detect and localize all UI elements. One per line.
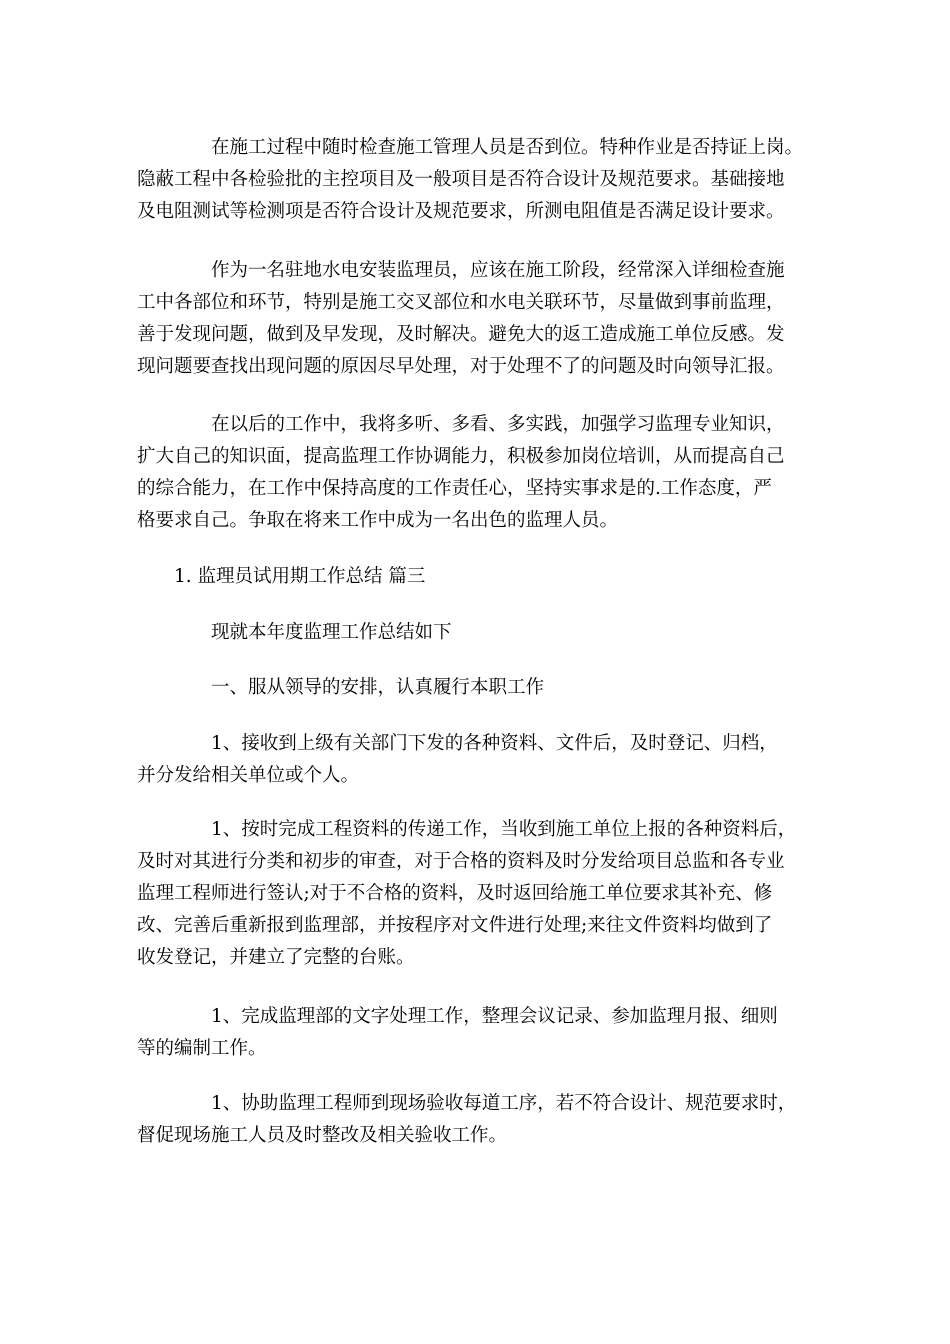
paragraph-line: 1、接收到上级有关部门下发的各种资料、文件后，及时登记、归档，: [211, 733, 778, 754]
paragraph-2: [137, 255, 822, 383]
list-item-1: [137, 728, 822, 792]
paragraph-line: 工中各部位和环节，特别是施工交叉部位和水电关联环节，尽量做到事前监理，: [137, 292, 785, 313]
paragraph-line: 扩大自己的知识面，提高监理工作协调能力，积极参加岗位培训，从而提高自己: [137, 446, 785, 467]
paragraph-line: 现问题要查找出现问题的原因尽早处理，对于处理不了的问题及时向领导汇报。: [137, 356, 785, 377]
paragraph-line: 及时对其进行分类和初步的审查，对于合格的资料及时分发给项目总监和各专业: [137, 851, 785, 872]
paragraph-line: 善于发现问题，做到及早发现，及时解决。避免大的返工造成施工单位反感。发: [137, 324, 785, 345]
list-item-2: [137, 814, 822, 974]
list-item-3: [137, 1001, 822, 1065]
paragraph-line: 1、按时完成工程资料的传递工作，当收到施工单位上报的各种资料后，: [211, 819, 797, 840]
paragraph-line: 收发登记，并建立了完整的台账。: [137, 947, 415, 968]
paragraph-3: [137, 409, 822, 537]
paragraph-1: [137, 132, 822, 228]
paragraph-line: 及电阻测试等检测项是否符合设计及规范要求，所测电阻值是否满足设计要求。: [137, 201, 785, 222]
section-heading: [137, 561, 822, 593]
paragraph-line: 在以后的工作中，我将多听、多看、多实践，加强学习监理专业知识，: [211, 414, 785, 435]
sub-heading: [137, 672, 822, 704]
paragraph-line: 的综合能力，在工作中保持高度的工作责任心，坚持实事求是的.工作态度，严: [137, 478, 772, 499]
paragraph-line: 监理工程师进行签认;对于不合格的资料，及时返回给施工单位要求其补充、修: [137, 883, 773, 904]
section-title: 1. 监理员试用期工作总结 篇三: [174, 566, 426, 587]
paragraph-line: 在施工过程中随时检查施工管理人员是否到位。特种作业是否持证上岗。: [211, 137, 804, 158]
paragraph-line: 现就本年度监理工作总结如下: [211, 622, 452, 643]
paragraph-line: 并分发给相关单位或个人。: [137, 765, 360, 786]
list-item-4: [137, 1088, 822, 1152]
sub-heading-text: 一、服从领导的安排，认真履行本职工作: [211, 677, 545, 698]
paragraph-line: 督促现场施工人员及时整改及相关验收工作。: [137, 1125, 508, 1146]
paragraph-line: 作为一名驻地水电安装监理员，应该在施工阶段，经常深入详细检查施: [211, 260, 785, 281]
paragraph-line: 1、完成监理部的文字处理工作，整理会议记录、参加监理月报、细则: [211, 1006, 778, 1027]
paragraph-line: 改、完善后重新报到监理部，并按程序对文件进行处理;来往文件资料均做到了: [137, 915, 773, 936]
paragraph-line: 等的编制工作。: [137, 1038, 267, 1059]
paragraph-line: 格要求自己。争取在将来工作中成为一名出色的监理人员。: [137, 510, 619, 531]
paragraph-line: 隐蔽工程中各检验批的主控项目及一般项目是否符合设计及规范要求。基础接地: [137, 169, 785, 190]
intro-line: [137, 617, 822, 649]
paragraph-line: 1、协助监理工程师到现场验收每道工序，若不符合设计、规范要求时，: [211, 1093, 797, 1114]
